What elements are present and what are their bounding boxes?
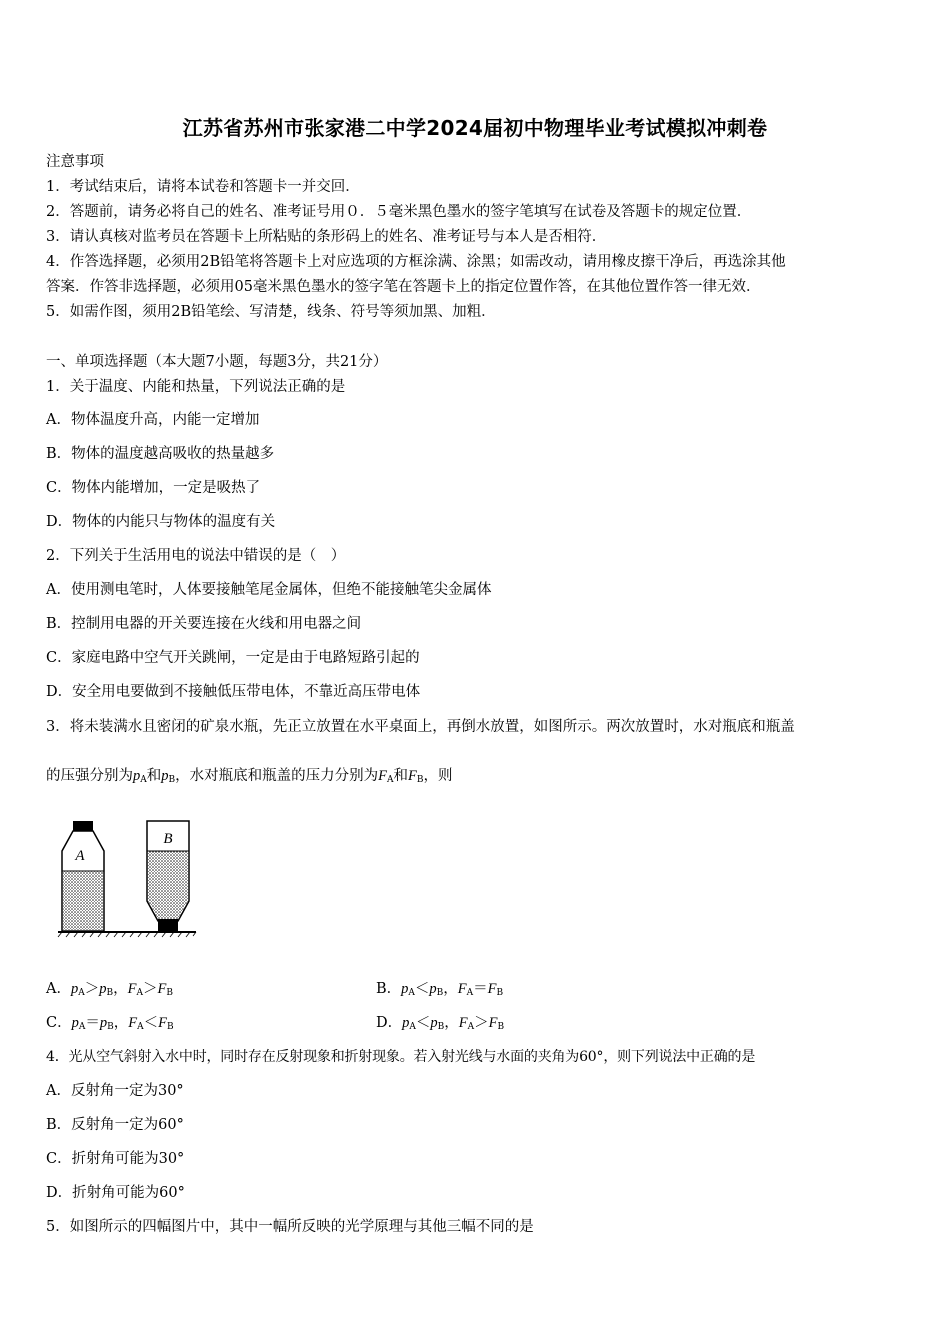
q1-option-a: A．物体温度升高，内能一定增加 [46,412,260,428]
notes-heading: 注意事项 [46,154,104,170]
exam-title: 江苏省苏州市张家港二中学2024届初中物理毕业考试模拟冲刺卷 [182,116,768,140]
q2-stem: 2．下列关于生活用电的说法中错误的是（ ） [46,548,346,564]
q4-option-b: B．反射角一定为60° [46,1117,184,1133]
q3-stem-line2: 的压强分别为$p_A$和$p_B$，水对瓶底和瓶盖的压力分别为$F_A$和$F_B$，则 [46,768,453,785]
bottle-b [147,821,189,931]
q3-stem-line1: 3．将未装满水且密闭的矿泉水瓶，先正立放置在水平桌面上，再倒水放置，如图所示。两次放置时，水对瓶底和瓶盖 [46,719,795,735]
q1-option-c: C．物体内能增加，一定是吸热了 [46,480,261,496]
q4-option-c: C．折射角可能为30° [46,1151,185,1167]
q2-option-a: A．使用测电笔时，人体要接触笔尾金属体，但绝不能接触笔尖金属体 [46,582,492,598]
q5-stem: 5．如图所示的四幅图片中，其中一幅所反映的光学原理与其他三幅不同的是 [46,1219,534,1235]
notes-item: 2．答题前，请务必将自己的姓名、准考证号用０．５毫米黑色墨水的签字笔填写在试卷及答题卡的规定位置． [46,204,752,220]
q4-option-d: D．折射角可能为60° [46,1185,185,1201]
bottle-a [62,821,104,931]
q2-option-d: D．安全用电要做到不接触低压带电体，不靠近高压带电体 [46,684,421,700]
q3-option-b: B．$p_A<p_B$，$F_A=F_B$ [376,981,504,998]
q3-option-a: A．$p_A>p_B$，$F_A>F_B$ [46,981,173,998]
q2-option-c: C．家庭电路中空气开关跳闸，一定是由于电路短路引起的 [46,650,420,666]
bottle-b-label: B [163,831,173,847]
notes-item: 3．请认真核对监考员在答题卡上所粘贴的条形码上的姓名、准考证号与本人是否相符． [46,229,607,245]
notes-item: 答案．作答非选择题，必须用05毫米黑色墨水的签字笔在答题卡上的指定位置作答，在其他位置作答一律无效． [46,279,761,295]
q4-stem: 4．光从空气斜射入水中时，同时存在反射现象和折射现象。若入射光线与水面的夹角为60°，则下列说法中正确的是 [46,1049,756,1065]
bottle-b-cap [158,919,178,931]
bottle-a-water [63,871,103,930]
bottle-a-cap [73,821,93,831]
q1-option-b: B．物体的温度越高吸收的热量越多 [46,446,275,462]
notes-item: 5．如需作图，须用2B铅笔绘、写清楚，线条、符号等须加黑、加粗． [46,304,496,320]
bottle-a-label: A [75,848,85,864]
q1-stem: 1．关于温度、内能和热量，下列说法正确的是 [46,379,346,395]
q3-option-d: D．$p_A<p_B$，$F_A>F_B$ [376,1015,505,1032]
q4-option-a: A．反射角一定为30° [46,1083,184,1099]
notes-item: 1．考试结束后，请将本试卷和答题卡一并交回． [46,179,360,195]
bottle-b-water [148,851,188,920]
section-heading: 一、单项选择题（本大题7小题，每题3分，共21分） [46,354,388,370]
q2-option-b: B．控制用电器的开关要连接在火线和用电器之间 [46,616,362,632]
bottles-figure [56,815,198,939]
q3-option-c: C．$p_A=p_B$，$F_A<F_B$ [46,1015,174,1032]
q1-option-d: D．物体的内能只与物体的温度有关 [46,514,276,530]
notes-item: 4．作答选择题，必须用2B铅笔将答题卡上对应选项的方框涂满、涂黑；如需改动，请用橡皮擦干净后，再选涂其他 [46,254,786,270]
